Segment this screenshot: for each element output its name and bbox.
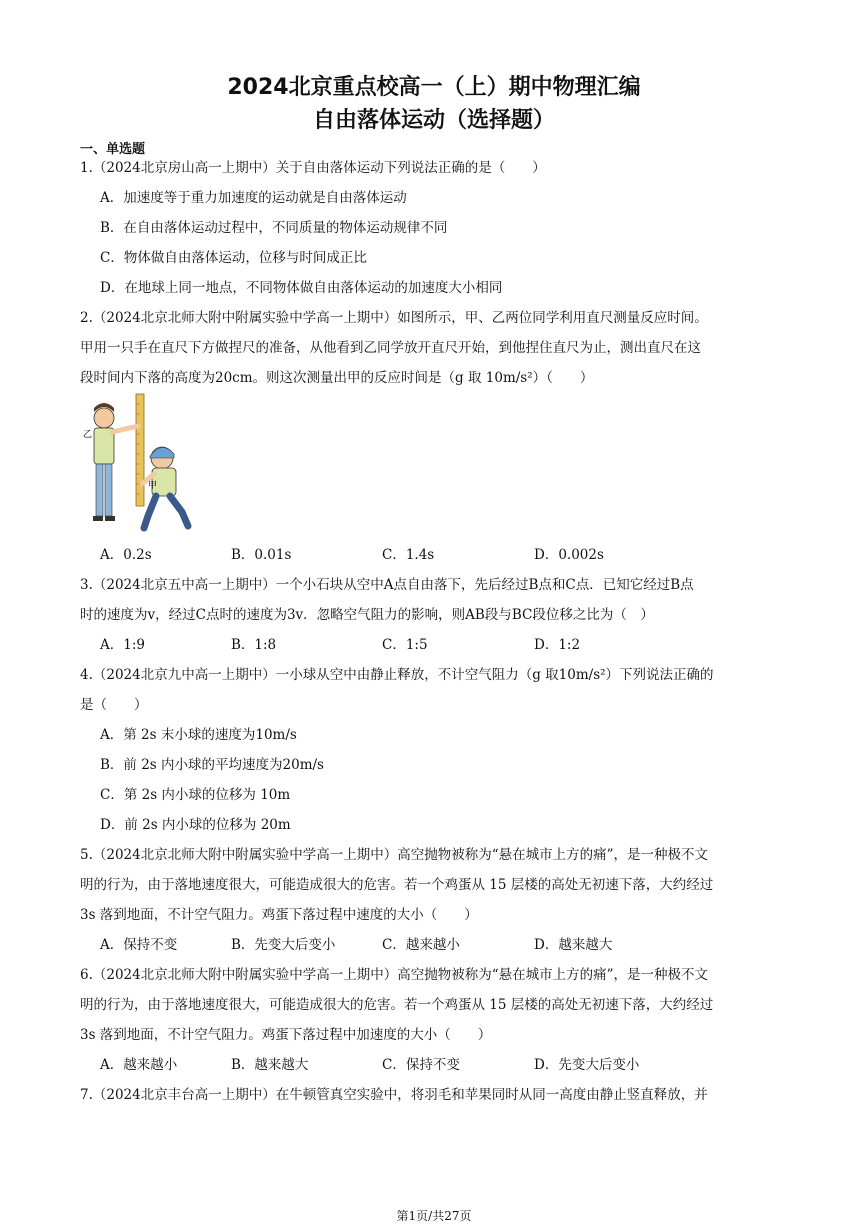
q2-line-1: 2.（2024北京北师大附中附属实验中学高一上期中）如图所示，甲、乙两位同学利用直尺测量反应时间。 [80, 310, 708, 326]
q5-option-c: C．越来越小 [382, 937, 460, 953]
q5-option-b: B．先变大后变小 [231, 937, 336, 953]
q1-option-c: C．物体做自由落体运动，位移与时间成正比 [100, 250, 367, 266]
q5-line-3: 3s 落到地面，不计空气阻力。鸡蛋下落过程中速度的大小（ ） [80, 907, 478, 923]
q4-option-d: D．前 2s 内小球的位移为 20m [100, 817, 291, 833]
q3-option-d: D．1:2 [534, 637, 581, 653]
q1-option-b: B．在自由落体运动过程中，不同质量的物体运动规律不同 [100, 220, 448, 236]
q2-option-c: C．1.4s [382, 547, 435, 563]
q6-option-a: A．越来越小 [100, 1057, 178, 1073]
q2-option-b: B．0.01s [231, 547, 292, 563]
q2-option-a: A．0.2s [100, 547, 152, 563]
q4-line-1: 4.（2024北京九中高一上期中）一小球从空中由静止释放，不计空气阻力（g 取10m/s²）下列说法正确的 [80, 667, 714, 683]
q7-line-1: 7.（2024北京丰台高一上期中）在牛顿管真空实验中，将羽毛和苹果同时从同一高度由静止竖直释放，并 [80, 1087, 708, 1103]
page-footer: 第1页/共27页 [396, 1209, 472, 1223]
reaction-time-figure [82, 392, 202, 534]
document-title: 2024北京重点校高一（上）期中物理汇编 [227, 75, 641, 100]
q5-line-1: 5.（2024北京北师大附中附属实验中学高一上期中）高空抛物被称为“悬在城市上方的痛”，是一种极不文 [80, 847, 709, 863]
q6-option-c: C．保持不变 [382, 1057, 460, 1073]
q1-option-d: D．在地球上同一地点，不同物体做自由落体运动的加速度大小相同 [100, 280, 503, 296]
q1-stem: 1.（2024北京房山高一上期中）关于自由落体运动下列说法正确的是（ ） [80, 160, 546, 176]
q5-option-d: D．越来越大 [534, 937, 613, 953]
q4-option-c: C．第 2s 内小球的位移为 10m [100, 787, 291, 803]
q3-line-1: 3.（2024北京五中高一上期中）一个小石块从空中A点自由落下，先后经过B点和C点．已知它经过B点 [80, 577, 694, 593]
q6-line-2: 明的行为，由于落地速度很大，可能造成很大的危害。若一个鸡蛋从 15 层楼的高处无初速下落，大约经过 [80, 997, 714, 1013]
q6-line-3: 3s 落到地面，不计空气阻力。鸡蛋下落过程中加速度的大小（ ） [80, 1027, 492, 1043]
q6-option-d: D．先变大后变小 [534, 1057, 640, 1073]
q6-option-b: B．越来越大 [231, 1057, 309, 1073]
section-heading: 一、单选题 [80, 142, 146, 157]
q4-option-b: B．前 2s 内小球的平均速度为20m/s [100, 757, 324, 773]
q4-option-a: A．第 2s 末小球的速度为10m/s [100, 727, 297, 743]
q3-line-2: 时的速度为v，经过C点时的速度为3v．忽略空气阻力的影响，则AB段与BC段位移之比为（ ） [80, 607, 654, 623]
q2-line-2: 甲用一只手在直尺下方做捏尺的准备，从他看到乙同学放开直尺开始，到他捏住直尺为止，测出直尺在这 [80, 340, 701, 356]
q4-line-2: 是（ ） [80, 697, 148, 713]
figure-label-jia: 甲 [148, 481, 158, 491]
q6-line-1: 6.（2024北京北师大附中附属实验中学高一上期中）高空抛物被称为“悬在城市上方的痛”，是一种极不文 [80, 967, 709, 983]
q2-option-d: D．0.002s [534, 547, 604, 563]
q5-line-2: 明的行为，由于落地速度很大，可能造成很大的危害。若一个鸡蛋从 15 层楼的高处无初速下落，大约经过 [80, 877, 714, 893]
q3-option-c: C．1:5 [382, 637, 428, 653]
q2-line-3: 段时间内下落的高度为20cm。则这次测量出甲的反应时间是（g 取 10m/s²）（ ） [80, 370, 594, 386]
q3-option-b: B．1:8 [231, 637, 277, 653]
q5-option-a: A．保持不变 [100, 937, 178, 953]
q1-option-a: A．加速度等于重力加速度的运动就是自由落体运动 [100, 190, 407, 206]
document-subtitle: 自由落体运动（选择题） [312, 108, 555, 133]
figure-label-yi: 乙 [83, 430, 93, 440]
q3-option-a: A．1:9 [100, 637, 145, 653]
